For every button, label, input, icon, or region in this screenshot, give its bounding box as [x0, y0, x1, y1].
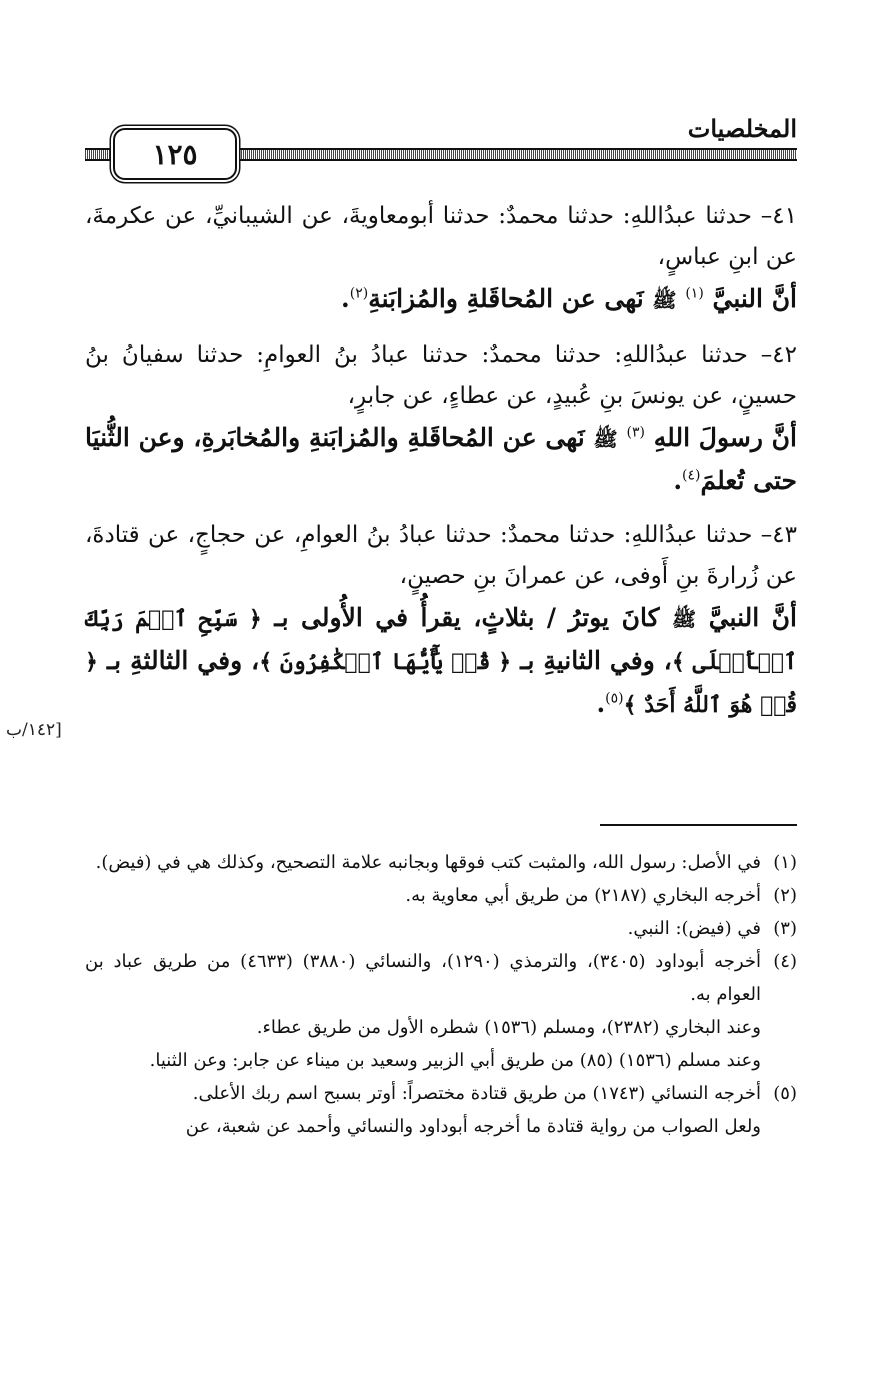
manuscript-folio-note: [١٤٢/ب — [6, 720, 62, 740]
footnote-separator — [600, 824, 797, 826]
footnote-5 — [85, 1077, 797, 1110]
footnote-text: الثنيا. — [149, 1050, 188, 1071]
footnote-2 — [85, 879, 797, 912]
matn-end: . — [596, 689, 606, 718]
footnote-text: في (فيض): النبي. — [627, 918, 761, 939]
footnote-ref-3: (٣) — [626, 424, 645, 441]
matn-text: أنَّ النبيَّ — [712, 284, 797, 313]
hadith-42-isnad — [85, 335, 797, 417]
matn-text: كانَ يوترُ / بثلاثٍ، يقرأُ في الأُولى بـ — [274, 603, 660, 632]
footnote-text: أخرجه البخاري (٢١٨٧) من طريق أبي معاوية به. — [405, 885, 761, 906]
hadith-41-isnad-line1: ٤١– حدثنا عبدُاللهِ: حدثنا محمدٌ: حدثنا أبومعاويةَ، عن الشيبانيِّ، عن — [165, 203, 797, 229]
hadith-41-matn — [85, 278, 797, 321]
quran-verse-1: ﴿ سَبِّحِ ٱسۡمَ رَبِّكَ ٱلۡأَعۡلَى ﴾ — [85, 606, 797, 675]
matn-text: ، وفي الثالثةِ بـ — [106, 646, 260, 675]
hadith-41-isnad — [85, 196, 797, 278]
matn-text: ، — [663, 646, 672, 675]
salla-glyph: ﷺ — [593, 427, 618, 451]
matn-text: حتى تُعلمَ — [700, 466, 797, 495]
footnote-ref-5: (٥) — [605, 690, 624, 707]
footnote-text: أخرجه النسائي (١٧٤٣) من طريق قتادة مختصراً: أوتر بسبح اسم ربك الأعلى. — [192, 1083, 761, 1104]
hadith-42-isnad-line2: بنُ حسينٍ، عن يونسَ بنِ عُبيدٍ، عن عطاءٍ، عن جابرٍ، — [85, 342, 797, 409]
page-number-box — [113, 128, 237, 180]
matn-text: أنَّ رسولَ اللهِ — [653, 423, 797, 452]
footnote-3 — [85, 912, 797, 945]
footnote-4 — [85, 945, 797, 1011]
quran-verse-3: ﴿ قُلۡ هُوَ ٱللَّهُ أَحَدٌ ﴾ — [85, 649, 797, 718]
footnote-4-continued-2 — [85, 1044, 797, 1077]
hadith-43-isnad — [85, 515, 797, 597]
footnote-number: (٢) — [773, 885, 797, 906]
matn-end: . — [673, 466, 683, 495]
hadith-43-matn — [85, 597, 797, 726]
page-header — [85, 112, 797, 180]
footnote-4-continued-1: وعند البخاري (٢٣٨٢)، ومسلم (١٥٣٦) شطره الأول من طريق عطاء. — [256, 1017, 761, 1038]
hadith-43-isnad-line2: عن قتادةَ، عن زُرارةَ بنِ أَوفى، عن عمرانَ بنِ حصينٍ، — [85, 522, 797, 589]
main-text — [85, 196, 797, 726]
page-number: ١٢٥ — [152, 137, 198, 171]
matn-end: . — [341, 284, 350, 313]
footnote-number: (١) — [773, 852, 797, 873]
footnote-ref-1: (١) — [685, 285, 704, 302]
hadith-41-isnad-line2: عكرمةَ، عن ابنِ عباسٍ، — [85, 203, 797, 270]
footnote-ref-2: (٢) — [349, 285, 369, 302]
quran-verse-2: ﴿ قُلۡ يَٰٓأَيُّهَا ٱلۡكَٰفِرُونَ ﴾ — [259, 649, 512, 675]
footnote-1 — [85, 846, 797, 879]
matn-text: أنَّ النبيَّ — [708, 603, 797, 632]
matn-text: وفي الثانيةِ بـ — [520, 646, 655, 675]
footnote-number: (٥) — [773, 1083, 797, 1104]
footnote-number: (٤) — [773, 951, 797, 972]
footnote-5-continued: ولعل الصواب من رواية قتادة ما أخرجه أبوداود والنسائي وأحمد عن شعبة، عن — [185, 1116, 761, 1137]
matn-text: نَهى عن المُحاقَلةِ والمُزابَنةِ — [368, 284, 644, 313]
hadith-43-isnad-line1: ٤٣– حدثنا عبدُاللهِ: حدثنا محمدٌ: حدثنا عبادُ بنُ العوامِ، عن حجاجٍ، — [187, 522, 798, 548]
footnotes — [85, 846, 797, 1143]
salla-glyph: ﷺ — [652, 288, 677, 312]
footnote-text: في الأصل: رسول الله، والمثبت كتب فوقها وبجانبه علامة التصحيح، وكذلك هي — [186, 852, 761, 873]
salla-glyph: ﷺ — [672, 607, 697, 631]
footnote-text: في (فيض). — [95, 852, 181, 873]
footnote-text: وعند مسلم (١٥٣٦) (٨٥) من طريق أبي الزبير وسعيد بن ميناء عن جابر: وعن — [193, 1050, 761, 1071]
footnote-number: (٣) — [773, 918, 797, 939]
footnote-text: طريق عباد بن العوام به. — [85, 951, 761, 1005]
hadith-42-matn — [85, 417, 797, 501]
footnote-text: أخرجه أبوداود (٣٤٠٥)، والترمذي (١٢٩٠)، والنسائي (٣٨٨٠) (٤٦٣٣) من — [207, 951, 761, 972]
book-title: المخلصيات — [687, 114, 797, 143]
hadith-42-isnad-line1: ٤٢– حدثنا عبدُاللهِ: حدثنا محمدٌ: حدثنا عبادُ بنُ العوامِ: حدثنا سفيانُ — [121, 342, 798, 368]
matn-text: نَهى عن المُحاقَلةِ والمُزابَنةِ والمُخابَرةِ، وعن الثُّنيَا — [85, 423, 585, 452]
footnote-ref-4: (٤) — [682, 467, 701, 484]
